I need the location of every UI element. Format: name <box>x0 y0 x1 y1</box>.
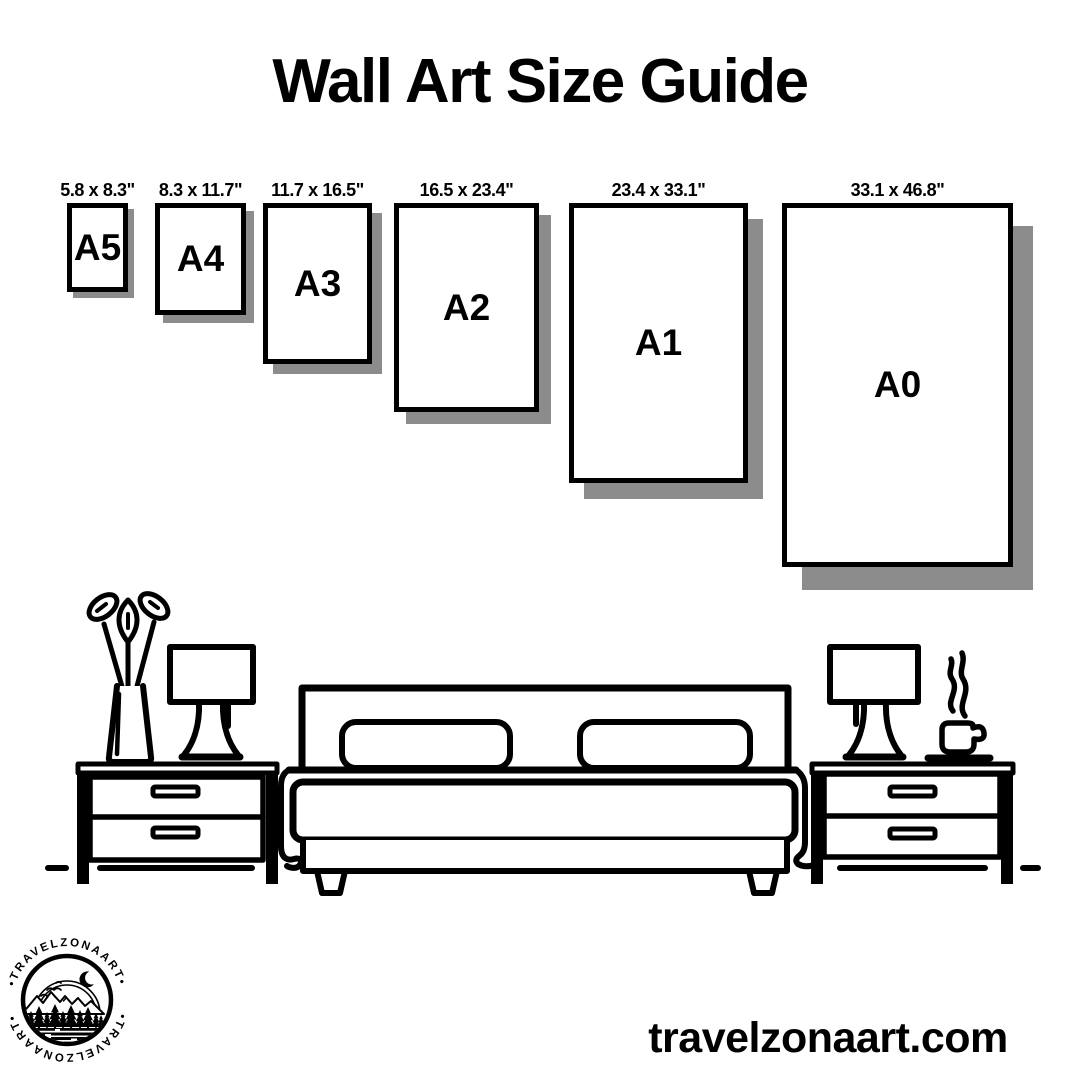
size-card-a1 <box>569 180 748 483</box>
flower-vase <box>85 590 173 762</box>
size-dimensions-label: 11.7 x 16.5" <box>271 180 364 200</box>
size-code-label: A2 <box>442 286 491 328</box>
size-card-a5 <box>60 180 135 292</box>
size-card-a4 <box>155 180 246 315</box>
size-dimensions-label: 16.5 x 23.4" <box>419 180 514 200</box>
bed <box>281 688 819 893</box>
table-lamp-left <box>170 647 253 757</box>
brand-logo-badge <box>0 928 137 1068</box>
website-url: travelzonaart.com <box>648 1014 1008 1062</box>
bedroom-scene-illustration <box>0 590 1080 900</box>
size-code-label: A1 <box>634 322 683 363</box>
table-lamp-right <box>830 647 918 757</box>
logo-arc-text-bottom: •TRAVELZONAART• <box>5 1012 129 1064</box>
size-dimensions-label: 8.3 x 11.7" <box>158 180 243 200</box>
size-dimensions-label: 23.4 x 33.1" <box>611 180 706 200</box>
coffee-cup <box>928 653 990 758</box>
size-card-a0 <box>782 180 1013 567</box>
size-code-label: A5 <box>73 226 122 268</box>
size-dimensions-label: 33.1 x 46.8" <box>850 180 945 200</box>
page-title: Wall Art Size Guide <box>272 47 808 116</box>
size-code-label: A3 <box>293 262 342 304</box>
size-dimensions-label: 5.8 x 8.3" <box>60 180 135 200</box>
size-code-label: A0 <box>873 364 922 405</box>
size-card-a3 <box>263 180 372 364</box>
size-card-a2 <box>394 180 539 412</box>
size-code-label: A4 <box>176 238 225 279</box>
logo-arc-text-top: •TRAVELZONAART• <box>5 936 129 988</box>
